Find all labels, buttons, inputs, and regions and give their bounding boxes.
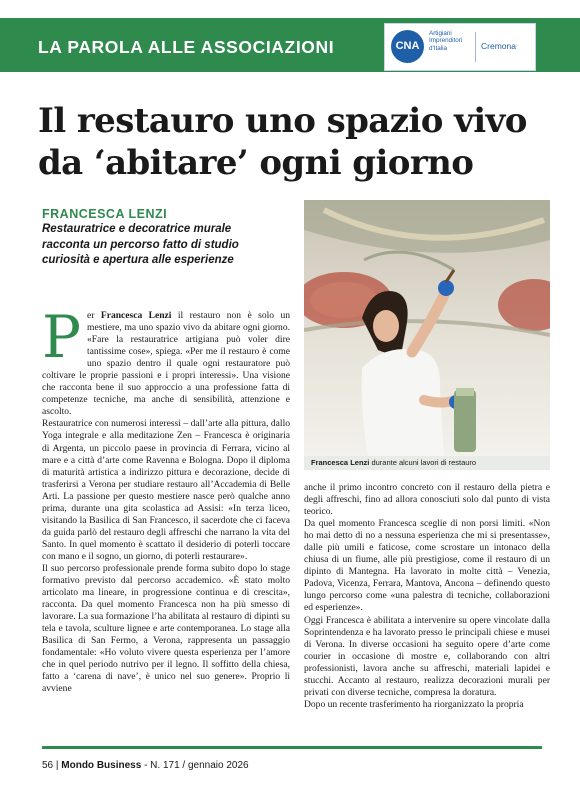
paragraph [42, 303, 290, 418]
paragraph-text: il restauro non è solo un mestiere, ma uno spazio vivo da abitare ogni giorno. «Fare la restauratrice artigiana può voler dire tantissime cose», spiega. «Per me il restauro è come uno spazio dentro il quale ogni restauratore può coltivare le proprie passioni e i propri interessi». Una visione che racconta bene il suo approccio a una professione fatta di competenze tecniche, ma anche di sensibilità, attenzione e ascolto. [42, 310, 290, 418]
logo-line: Artigiani [429, 30, 452, 37]
section-title: LA PAROLA ALLE ASSOCIAZIONI [38, 37, 335, 57]
article-subtitle: Restauratrice e decoratrice murale racconta un percorso fatto di studio curiosità e apertura alle esperienze [42, 223, 239, 266]
restoration-photo-illustration [304, 200, 550, 456]
cna-logo-mark: CNA [391, 30, 424, 63]
photo-caption [311, 458, 476, 467]
issue-info: - N. 171 / gennaio 2026 [141, 760, 249, 771]
logo-line: d'Italia [429, 44, 448, 52]
paragraph: Restauratrice con numerosi interessi – dall’arte alla pittura, dallo Yoga integrale e alla meditazione Zen – Francesca è originaria di Argenta, un piccolo paese in provincia di Ferrara, vicino al mare e a città d’arte come Ravenna e Bologna. Dopo il diploma di maturità artistica a indirizzo pittura e decorazione, decide di trasferirsi a Verona per studiare restauro all’Accademia di Belle Arti. La passione per questo mestiere nasce però qualche anno prima, durante una gita scolastica ad Assisi: «In terza liceo, visitando la Basilica di San Francesco, il sacerdote che ci faceva da guida parlò del restauro degli affreschi che narrano la vita del Santo. In quel momento è scattato il desiderio di poterli toccare con mano e il sogno, un giorno, di poterli restaurare». [42, 418, 290, 562]
paragraph: anche il primo incontro concreto con il restauro della pietra e degli affreschi, fino ad allora conosciuti solo dal punto di vista teorico. [304, 482, 550, 518]
banner-end [536, 18, 580, 72]
footer-rule [42, 746, 542, 749]
paragraph: Da quel momento Francesca sceglie di non porsi limiti. «Non ho mai detto di no a nessuna esperienza che mi si presentasse», dalle più umili e faticose, come scrostare un intonaco della chiusa di un fiume, alle più prestigiose, come il restauro di un dipinto di Mantegna. Ha lavorato in molte città – Venezia, Padova, Vicenza, Ferrara, Mantova, Ancona – definendo questo lungo percorso come «una palestra di tecniche, collaborazioni ed esperienze». [304, 518, 550, 614]
article-photo [304, 200, 550, 456]
article-column-1 [42, 303, 290, 696]
paragraph: Oggi Francesca è abilitata a intervenire su opere vincolate dalla Soprintendenza e ha lavorato presso le principali chiese e musei di Verona. In diverse occasioni ha seguito opere d’arte come courier in occasione di mostre e, collaborando con altri professionisti, lavora anche su affreschi, materiali lapidei e stucchi. Accanto al restauro, realizza decorazioni murali per privati con diverse tecniche, compresa la doratura. [304, 614, 550, 698]
drop-cap: P [42, 303, 82, 371]
page-footer [42, 760, 249, 771]
logo-city: Cremona [481, 41, 516, 51]
article-headline: Il restauro uno spazio vivo da ‘abitare’ ogni giorno [38, 101, 527, 183]
paragraph: Dopo un recente trasferimento ha riorganizzato la propria [304, 698, 524, 710]
subject-name: Francesca Lenzi [100, 310, 172, 321]
caption-text: durante alcuni lavori di restauro [369, 458, 477, 467]
cna-logo-text [429, 30, 462, 52]
paragraph: Il suo percorso professionale prende forma subito dopo lo stage formativo previsto dal percorso accademico. «È stato molto articolato ma lineare, in progressione continua e di crescita», racconta. Da quel momento Francesca non ha più smesso di lavorare. La sua formazione l’ha abilitata al restauro di dipinti su tela e tavola, sculture lignee e arte contemporanea. Lo stage alla Basilica di San Fermo, a Verona, rappresenta un passaggio fondamentale: «Ho voluto vivere questa esperienza per l’amore che in quel periodo nutrivo per il legno. Il soffitto della chiesa, fatto a ‘carena di nave’, è unico nel suo genere». Proprio lì avviene [42, 562, 290, 695]
logo-divider [475, 32, 476, 62]
page-number: 56 [42, 760, 54, 771]
footer-separator: | [53, 760, 62, 771]
article-author: FRANCESCA LENZI [42, 207, 168, 221]
paragraph-prefix: er [87, 310, 101, 321]
article-column-2 [304, 482, 550, 711]
magazine-name: Mondo Business [61, 760, 142, 771]
cna-logo [384, 23, 536, 71]
logo-line: Imprenditori [429, 37, 463, 45]
caption-name: Francesca Lenzi [311, 458, 370, 467]
